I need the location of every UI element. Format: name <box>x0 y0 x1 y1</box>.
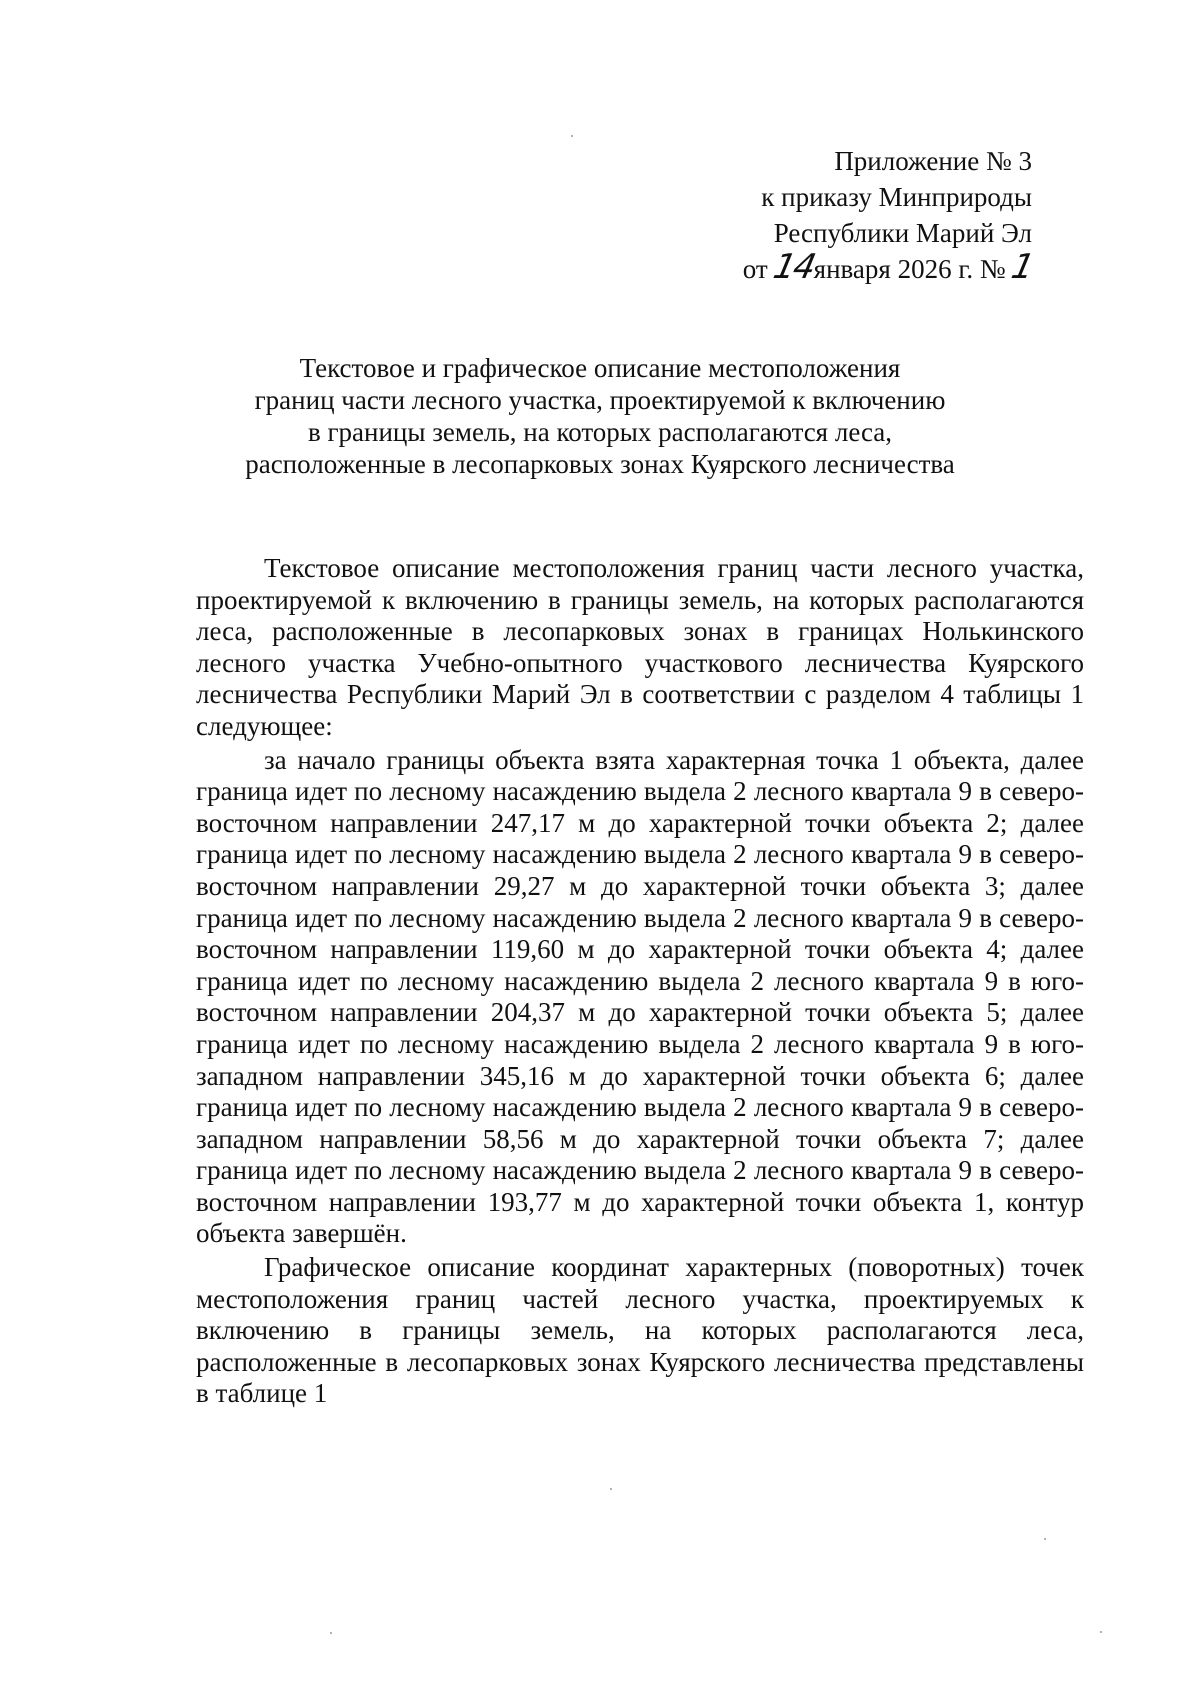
appendix-header <box>600 143 1037 287</box>
title-line-2: границ части лесного участка, проектируемой к включению <box>254 385 946 415</box>
title-line-4: расположенные в лесопарковых зонах Куярского лесничества <box>245 449 955 479</box>
date-prefix: от <box>742 254 768 284</box>
scan-speck <box>571 135 573 137</box>
scan-speck <box>610 1488 612 1490</box>
handwritten-order-number: 1 <box>1008 247 1037 287</box>
appendix-number: Приложение № 3 <box>834 146 1032 176</box>
handwritten-day: 14 <box>770 247 819 287</box>
appendix-date-line <box>600 247 1037 287</box>
appendix-order-ref: к приказу Минприроды <box>761 182 1032 212</box>
document-title <box>200 352 1000 480</box>
scan-speck <box>330 1632 332 1634</box>
appendix-republic: Республики Марий Эл <box>773 218 1032 248</box>
paragraph-graphic-description: Графическое описание координат характерных (поворотных) точек местоположения границ частей лесного участка, проектируемых к включению в границы земель, на которых располагаются леса, расположенные в лесопарковых зонах Куярского лесничества представлены в таблице 1 <box>196 1252 1084 1409</box>
title-line-3: в границы земель, на которых располагаются леса, <box>307 417 893 447</box>
document-body <box>196 553 1084 1412</box>
paragraph-boundary-route: за начало границы объекта взята характерная точка 1 объекта, далее граница идет по лесному насаждению выдела 2 лесного квартала 9 в северо-восточном направлении 247,17 м до характерной точки объекта 2; далее граница идет по лесному насаждению выдела 2 лесного квартала 9 в северо-восточном направлении 29,27 м до характерной точки объекта 3; далее граница идет по лесному насаждению выдела 2 лесного квартала 9 в северо-восточном направлении 119,60 м до характерной точки объекта 4; далее граница идет по лесному насаждению выдела 2 лесного квартала 9 в юго-восточном направлении 204,37 м до характерной точки объекта 5; далее граница идет по лесному насаждению выдела 2 лесного квартала 9 в юго-западном направлении 345,16 м до характерной точки объекта 6; далее граница идет по лесному насаждению выдела 2 лесного квартала 9 в северо-западном направлении 58,56 м до характерной точки объекта 7; далее граница идет по лесному насаждению выдела 2 лесного квартала 9 в северо-восточном направлении 193,77 м до характерной точки объекта 1, контур объекта завершён. <box>196 744 1084 1249</box>
scan-speck <box>1100 1631 1102 1633</box>
paragraph-text-description: Текстовое описание местоположения границ части лесного участка, проектируемой к включению в границы земель, на которых располагаются леса, расположенные в лесопарковых зонах в границах Нолькинского лесного участка Учебно-опытного участкового лесничества Куярского лесничества Республики Марий Эл в соответствии с разделом 4 таблицы 1 следующее: <box>196 553 1084 741</box>
title-line-1: Текстовое и графическое описание местоположения <box>299 353 901 383</box>
date-month-year: января 2026 г. № <box>813 254 1006 284</box>
scan-speck <box>1044 1538 1046 1540</box>
